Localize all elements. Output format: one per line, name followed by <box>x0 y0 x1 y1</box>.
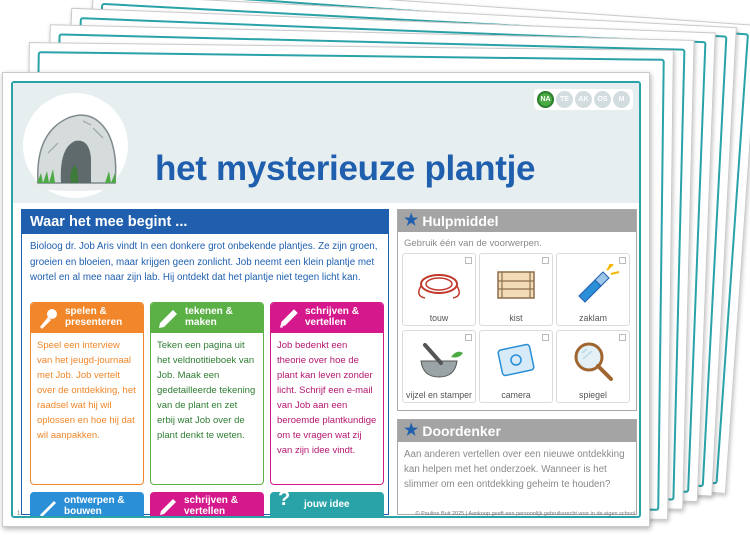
card-frame <box>11 81 641 518</box>
hulpmiddel-panel <box>397 209 637 411</box>
rope-icon <box>411 264 467 304</box>
level-ak[interactable]: AK <box>575 91 592 108</box>
phone-camera-icon <box>488 341 544 381</box>
level-os[interactable]: OS <box>594 91 611 108</box>
card-text: Job bedenkt een theorie over hoe de plant kan leven zonder licht. Schrijf een e-mail van Job aan een beroemde plantkundige om te vragen wat zij van zijn idee vindt. <box>277 340 377 456</box>
tool-label: spiegel <box>579 390 607 400</box>
card-label-2: vertellen <box>305 317 347 328</box>
card-label-2: maken <box>185 317 217 328</box>
mortar-pestle-icon <box>411 341 467 381</box>
intro-text: Bioloog dr. Job Aris vindt In een donkere grot onbekende plantjes. Ze zijn groen, groeien en bloeien, maar krijgen geen zonlicht. Job neemt een klein plantje met wortel en al mee naar zijn lab. Hij ontdekt dat het plantje niet tegen licht kan. <box>30 241 378 283</box>
card-tekenen-maken[interactable] <box>150 302 264 485</box>
page-title: het mysterieuze plantje <box>155 149 536 188</box>
question-icon: ? <box>278 488 291 510</box>
doordenker-text: Aan anderen vertellen over een nieuwe ontdekking kan helpen met het onderzoek. Wanneer is het slimmer om een ontdekking geheim te houden? <box>404 449 625 490</box>
pen-icon <box>277 308 299 333</box>
page-number: 1 <box>17 511 21 517</box>
card-schrijven-vertellen[interactable] <box>270 302 384 485</box>
card-label-1: ontwerpen & <box>64 495 125 506</box>
tool-label: touw <box>429 313 449 323</box>
intro-panel <box>21 209 389 515</box>
card-label-1: spelen & <box>65 306 107 317</box>
microphone-icon <box>37 308 59 333</box>
copyright-footer: © Pauline Buit 2025 | Aankoop geeft een persoonlijk gebruiksrecht voor in de eigen school <box>415 511 635 517</box>
main-card[interactable] <box>2 72 650 527</box>
tool-kist[interactable] <box>479 253 553 326</box>
tool-label: vijzel en stamper <box>405 390 472 400</box>
card-label-1: schrijven & <box>184 495 238 506</box>
intro-title: Waar het mee begint ... <box>22 210 388 234</box>
card-spelen-presenteren[interactable] <box>30 302 144 485</box>
card-label-1: tekenen & <box>185 306 233 317</box>
tool-label: camera <box>501 390 531 400</box>
level-na[interactable]: NA <box>537 91 554 108</box>
card-label-2: presenteren <box>65 317 123 328</box>
doordenker-panel <box>397 419 637 515</box>
checkbox-icon[interactable] <box>465 334 472 341</box>
card-label-2: bouwen <box>64 506 102 517</box>
checkbox-icon[interactable] <box>619 257 626 264</box>
tool-label: kist <box>509 313 523 323</box>
cave-illustration <box>23 93 128 198</box>
activity-cards <box>30 302 384 485</box>
level-m[interactable]: M <box>613 91 630 108</box>
flashlight-icon <box>565 264 621 304</box>
tool-label: zaklam <box>579 313 607 323</box>
level-te[interactable]: TE <box>556 91 573 108</box>
pencil-icon <box>157 308 179 333</box>
star-icon: ★ <box>404 422 419 439</box>
checkbox-icon[interactable] <box>465 257 472 264</box>
card-text: Teken een pagina uit het veldnotitieboek van Job. Maak een gedetailleerde tekening van de plant en zet erbij wat Job over de plant denkt te weten. <box>157 340 256 441</box>
mirror-icon <box>565 341 621 381</box>
doordenker-title: Doordenker <box>422 423 501 439</box>
hulpmiddel-subtitle: Gebruik één van de voorwerpen. <box>404 238 542 249</box>
card-label-1: jouw idee <box>304 499 350 510</box>
card-label-1: schrijven & <box>305 306 359 317</box>
checkbox-icon[interactable] <box>542 334 549 341</box>
tool-camera[interactable] <box>479 330 553 403</box>
tool-touw[interactable] <box>402 253 476 326</box>
card-text: Speel een interview van het jeugd-journaal met Job. Job vertelt over de ontdekking, het raadsel wat hij wil oplossen en hoe hij dat wil aanpakken. <box>37 340 136 441</box>
hulpmiddel-title: Hulpmiddel <box>422 213 499 229</box>
tool-zaklamp[interactable] <box>556 253 630 326</box>
tool-spiegel[interactable] <box>556 330 630 403</box>
checkbox-icon[interactable] <box>542 257 549 264</box>
level-indicator <box>534 89 633 110</box>
card-label-2: vertellen <box>184 506 226 517</box>
star-icon: ★ <box>404 212 419 229</box>
checkbox-icon[interactable] <box>619 334 626 341</box>
tool-vijzel[interactable] <box>402 330 476 403</box>
crate-icon <box>488 264 544 304</box>
tool-grid <box>398 253 636 403</box>
